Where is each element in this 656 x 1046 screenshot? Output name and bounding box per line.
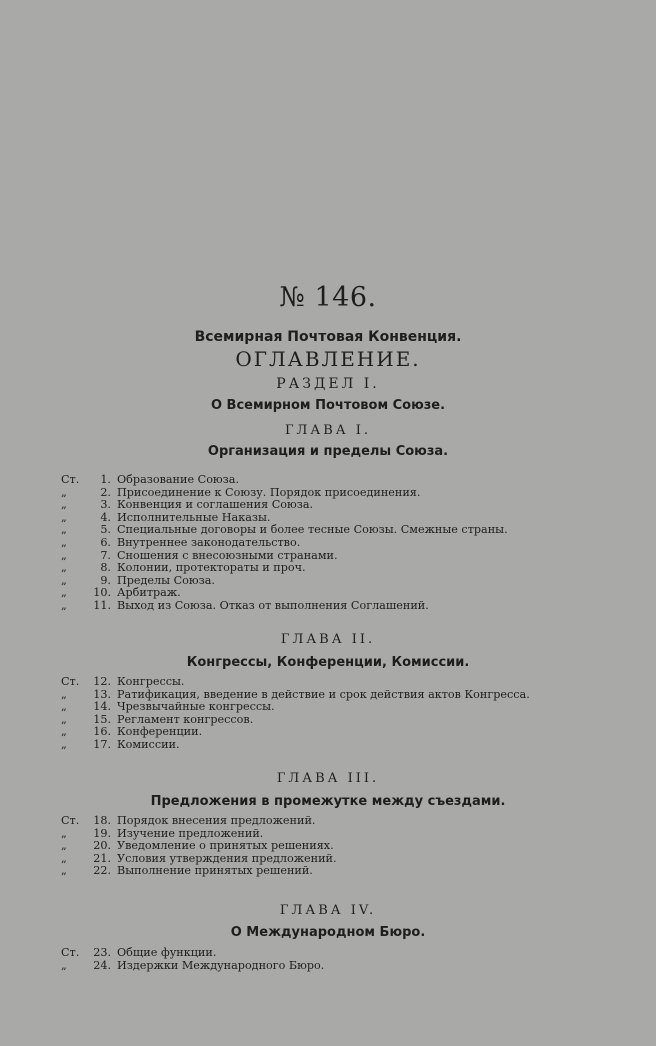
section-title: О Всемирном Почтовом Союзе. (210, 398, 446, 413)
article-prefix: „ (61, 548, 67, 562)
article-number: 8. (100, 561, 111, 575)
article-title: Пределы Союза. (117, 573, 215, 587)
section-label: РАЗДЕЛ I. (276, 376, 380, 392)
article-title: Ратификация, введение в действие и срок действия актов Конгресса. (117, 687, 530, 701)
article-number: 12. (93, 675, 111, 688)
article-title: Исполнительные Наказы. (117, 510, 271, 524)
chapter-article-list (61, 946, 621, 971)
article-title: Конвенция и соглашения Союза. (117, 498, 314, 512)
article-prefix: „ (61, 839, 67, 853)
toc-entry (61, 486, 621, 499)
chapter-label: ГЛАВА II. (280, 632, 376, 647)
article-prefix: „ (61, 725, 67, 739)
toc-entry (61, 536, 621, 549)
article-title: Конгрессы. (117, 675, 185, 688)
chapter-title: О Международном Бюро. (230, 925, 426, 940)
article-title: Выполнение принятых решений. (117, 864, 313, 878)
article-title: Условия утверждения предложений. (117, 851, 337, 865)
article-prefix: Ст. (61, 473, 80, 486)
article-number: 18. (93, 814, 111, 827)
toc-entry (61, 959, 621, 972)
toc-entry (61, 814, 621, 827)
article-number: 16. (93, 725, 111, 739)
article-title: Выход из Союза. Отказ от выполнения Соглашений. (117, 598, 429, 612)
article-title: Чрезвычайные конгрессы. (117, 700, 275, 714)
article-prefix: „ (61, 958, 67, 972)
toc-entry (61, 473, 621, 486)
article-title: Комиссии. (117, 737, 180, 751)
article-number: 4. (100, 510, 111, 524)
article-number: 1. (100, 473, 111, 486)
article-prefix: Ст. (61, 814, 80, 827)
toc-entry (61, 713, 621, 726)
toc-entry (61, 738, 621, 751)
article-title: Общие функции. (117, 946, 217, 959)
toc-entry (61, 675, 621, 688)
document-number: № 146. (279, 282, 377, 313)
toc-entry (61, 827, 621, 840)
article-number: 23. (93, 946, 111, 959)
article-prefix: „ (61, 864, 67, 878)
article-title: Изучение предложений. (117, 826, 264, 840)
article-title: Колонии, протектораты и проч. (117, 561, 306, 575)
article-number: 21. (93, 851, 111, 865)
article-prefix: „ (61, 598, 67, 612)
toc-entry (61, 498, 621, 511)
article-number: 13. (93, 687, 111, 701)
toc-entry (61, 725, 621, 738)
chapter-article-list (61, 675, 621, 751)
toc-entry (61, 839, 621, 852)
article-number: 7. (100, 548, 111, 562)
article-prefix: „ (61, 485, 67, 499)
chapter-title: Организация и пределы Союза. (207, 444, 449, 459)
article-number: 19. (93, 826, 111, 840)
article-prefix: „ (61, 573, 67, 587)
article-title: Арбитраж. (117, 586, 181, 600)
toc-entry (61, 700, 621, 713)
article-number: 14. (93, 700, 111, 714)
article-title: Присоединение к Союзу. Порядок присоединения. (117, 485, 421, 499)
document-title: Всемирная Почтовая Конвенция. (194, 329, 462, 345)
article-prefix: „ (61, 561, 67, 575)
article-number: 6. (100, 535, 111, 549)
toc-entry (61, 574, 621, 587)
article-prefix: „ (61, 826, 67, 840)
toc-entry (61, 549, 621, 562)
article-prefix: Ст. (61, 946, 80, 959)
article-number: 15. (93, 712, 111, 726)
toc-entry (61, 688, 621, 701)
article-title: Внутреннее законодательство. (117, 535, 301, 549)
toc-entry (61, 561, 621, 574)
chapter-label: ГЛАВА IV. (279, 903, 377, 918)
article-prefix: „ (61, 498, 67, 512)
article-number: 2. (100, 485, 111, 499)
article-number: 22. (93, 864, 111, 878)
chapter-article-list (61, 473, 621, 612)
article-prefix: „ (61, 712, 67, 726)
article-prefix: Ст. (61, 675, 80, 688)
article-number: 11. (93, 598, 111, 612)
toc-heading: ОГЛАВЛЕНИЕ. (235, 347, 421, 371)
article-title: Специальные договоры и более тесные Союзы. Смежные страны. (117, 523, 508, 537)
article-number: 3. (100, 498, 111, 512)
article-title: Образование Союза. (117, 473, 239, 486)
article-number: 5. (100, 523, 111, 537)
article-number: 17. (93, 737, 111, 751)
article-title: Уведомление о принятых решениях. (117, 839, 334, 853)
article-number: 24. (93, 958, 111, 972)
article-title: Сношения с внесоюзными странами. (117, 548, 338, 562)
article-prefix: „ (61, 523, 67, 537)
toc-entry (61, 586, 621, 599)
toc-entry (61, 852, 621, 865)
toc-entry (61, 946, 621, 959)
article-prefix: „ (61, 851, 67, 865)
chapter-title: Конгрессы, Конференции, Комиссии. (186, 655, 470, 670)
article-title: Издержки Международного Бюро. (117, 958, 325, 972)
article-number: 20. (93, 839, 111, 853)
toc-entry (61, 599, 621, 612)
chapter-title: Предложения в промежутке между съездами. (150, 794, 506, 809)
article-title: Порядок внесения предложений. (117, 814, 316, 827)
toc-entry (61, 864, 621, 877)
chapter-article-list (61, 814, 621, 877)
article-prefix: „ (61, 737, 67, 751)
article-number: 9. (100, 573, 111, 587)
toc-entry (61, 523, 621, 536)
chapter-label: ГЛАВА III. (276, 771, 380, 786)
toc-entry (61, 511, 621, 524)
article-prefix: „ (61, 586, 67, 600)
article-prefix: „ (61, 510, 67, 524)
article-number: 10. (93, 586, 111, 600)
article-prefix: „ (61, 700, 67, 714)
article-title: Регламент конгрессов. (117, 712, 254, 726)
chapter-label: ГЛАВА I. (284, 423, 372, 438)
article-prefix: „ (61, 535, 67, 549)
article-prefix: „ (61, 687, 67, 701)
article-title: Конференции. (117, 725, 203, 739)
